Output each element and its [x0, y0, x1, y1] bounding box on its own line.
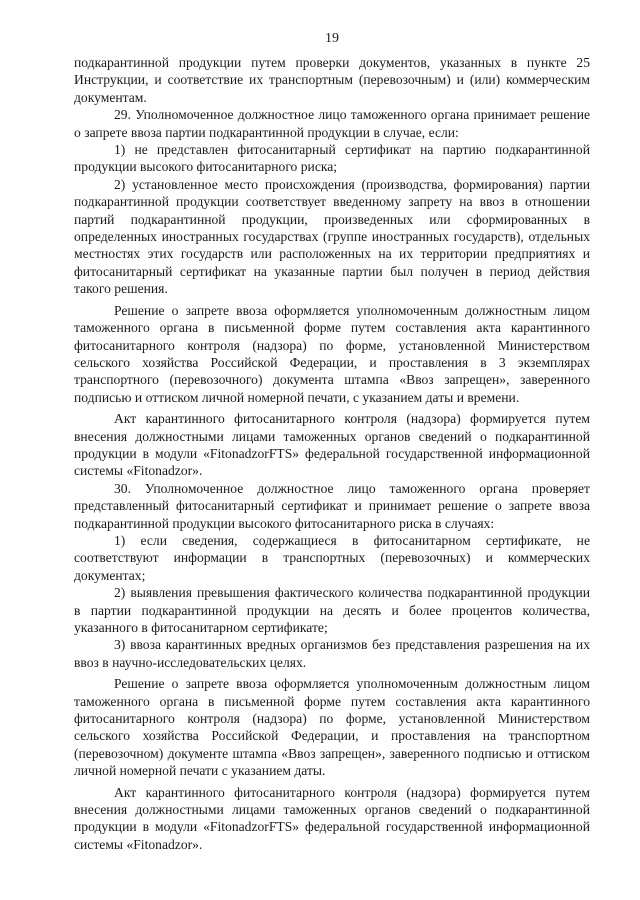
paragraph-act-2: Акт карантинного фитосанитарного контроля (надзора) формируется путем внесения должностными лицами таможенных органов сведений о подкарантинной продукции в модули «FitonadzorFTS» федеральной государственной информационной системы «Fitonadzor». [74, 784, 590, 852]
paragraph-clause-29: 29. Уполномоченное должностное лицо таможенного органа принимает решение о запрете ввоза партии подкарантинной продукции в случае, если: [74, 107, 590, 140]
paragraph-continuation: подкарантинной продукции путем проверки документов, указанных в пункте 25 Инструкции, и соответствие их транспортным (перевозочным) и (или) коммерческим документам. [74, 55, 590, 105]
paragraph-decision-2: Решение о запрете ввоза оформляется уполномоченным должностным лицом таможенного органа в письменной форме путем составления акта карантинного фитосанитарного контроля (надзора) по форме, установленной Министерством сельского хозяйства Российской Федерации, и проставления на транспортном (перевозочном) документе штампа «Ввоз запрещен», заверенного подписью и оттиском личной номерной печати с указанием даты. [74, 676, 590, 779]
paragraph-decision-1: Решение о запрете ввоза оформляется уполномоченным должностным лицом таможенного органа в письменной форме путем составления акта карантинного фитосанитарного контроля (надзора) по форме, установленной Министерством сельского хозяйства Российской Федерации, и проставления в 3 экземплярах транспортного (перевозочного) документа штампа «Ввоз запрещен», заверенного подписью и оттиском личной номерной печати, с указанием даты и времени. [74, 302, 590, 405]
document-body [74, 54, 590, 853]
paragraph-clause-30-item-3: 3) ввоза карантинных вредных организмов без представления разрешения на их ввоз в научно-исследовательских целях. [74, 637, 590, 670]
paragraph-act-1: Акт карантинного фитосанитарного контроля (надзора) формируется путем внесения должностными лицами таможенных органов сведений о подкарантинной продукции в модули «FitonadzorFTS» федеральной государственной информационной системы «Fitonadzor». [74, 411, 590, 479]
paragraph-clause-30-item-2: 2) выявления превышения фактического количества подкарантинной продукции в партии подкарантинной продукции на десять и более процентов количества, указанного в фитосанитарном сертификате; [74, 585, 590, 635]
paragraph-clause-29-item-1: 1) не представлен фитосанитарный сертификат на партию подкарантинной продукции высокого фитосанитарного риска; [74, 142, 590, 175]
paragraph-clause-30-item-1: 1) если сведения, содержащиеся в фитосанитарном сертификате, не соответствуют информации в транспортных (перевозочных) и коммерческих документах; [74, 532, 590, 583]
page-number: 19 [325, 31, 339, 46]
document-page [74, 30, 590, 853]
paragraph-clause-29-item-2: 2) установленное место происхождения (производства, формирования) партии подкарантинной продукции соответствует введенному запрету на ввоз в отношении партий подкарантинной продукции, произведенных или сформированных в определенных иностранных государствах (группе иностранных государств), отдельных местностях этих государств или расположенных на их территории предприятиях и фитосанитарный сертификат на указанные партии был получен в период действия такого решения. [74, 176, 590, 297]
paragraph-clause-30: 30. Уполномоченное должностное лицо таможенного органа проверяет представленный фитосанитарный сертификат и принимает решение о запрете ввоза подкарантинной продукции высокого фитосанитарного риска в случаях: [74, 480, 590, 531]
